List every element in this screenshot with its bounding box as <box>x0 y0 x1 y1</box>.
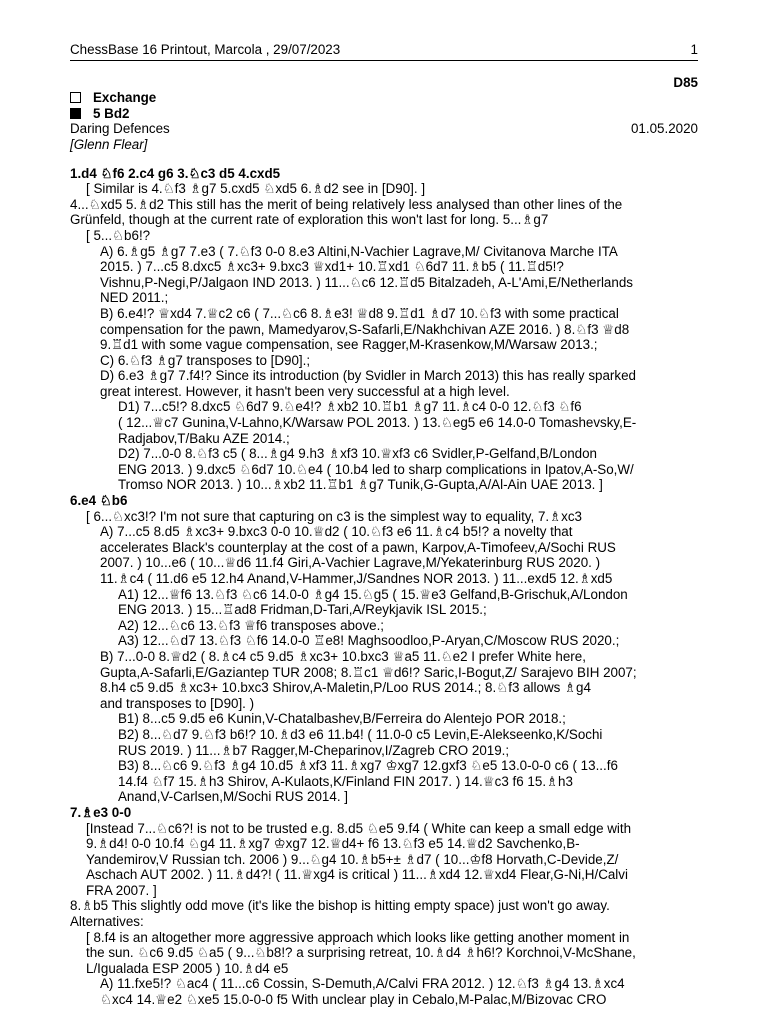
annotation-line: Aschach AUT 2002. ) 11.♗d4?! ( 11.♕xg4 is critical ) 11...♗xd4 12.♕xd4 Flear,G-Ni,H/Calvi <box>86 867 628 883</box>
annotation-line: [Instead 7...♘c6?! is not to be trusted e.g. 8.d5 ♘e5 9.f4 ( White can keep a small edge with <box>86 820 632 836</box>
annotation-line: ENG 2013. ) 9.dxc5 ♘6d7 10.♘e4 ( 10.b4 led to sharp complications in Ipatov,A-So,W/ <box>118 461 634 477</box>
annotation-line: FRA 2007. ] <box>86 882 157 898</box>
annotation-line: B2) 8...♘d7 9.♘f3 b6!? 10.♗d3 e6 11.b4! ( 11.0-0 c5 Levin,E-Alekseenko,K/Sochi <box>118 726 603 742</box>
annotation-line: 1.d4 ♘f6 2.c4 g6 3.♘c3 d5 4.cxd5 <box>70 165 281 181</box>
document-page <box>70 42 698 1008</box>
annotation-line: B) 7...0-0 8.♕d2 ( 8.♗c4 c5 9.d5 ♗xc3+ 10.bxc3 ♕a5 11.♘e2 I prefer White here, <box>100 648 586 664</box>
annotation-line: ♘xc4 14.♕e2 ♘xe5 15.0-0-0 f5 With unclear play in Cebalo,M-Palac,M/Bizovac CRO <box>100 992 607 1008</box>
annotation-line: 8.h4 c5 9.d5 ♗xc3+ 10.bxc3 Shirov,A-Maletin,P/Loo RUS 2014.; 8.♘f3 allows ♗g4 <box>100 680 591 696</box>
tag-label: Exchange <box>93 90 157 106</box>
annotation-line: D) 6.e3 ♗g7 7.f4!? Since its introduction (by Svidler in March 2013) this has really sparked <box>100 368 636 384</box>
survey-title: Daring Defences <box>70 121 170 137</box>
annotation-line: [ 8.f4 is an altogether more aggressive approach which looks like getting another moment in <box>86 929 630 945</box>
annotation-line: B1) 8...c5 9.d5 e6 Kunin,V-Chatalbashev,B/Ferreira do Alentejo POR 2018.; <box>118 711 566 727</box>
annotation-body <box>70 166 698 1008</box>
annotation-line: ENG 2013. ) 15...♖ad8 Fridman,D-Tari,A/Reykjavik ISL 2015.; <box>118 602 487 618</box>
title-row <box>70 121 698 137</box>
annotation-line: 9.♖d1 with some vague compensation, see Ragger,M-Krasenkow,M/Warsaw 2013.; <box>100 337 598 353</box>
annotation-line: A3) 12...♘d7 13.♘f3 ♘f6 14.0-0 ♖e8! Maghsoodloo,P-Aryan,C/Moscow RUS 2020.; <box>118 633 620 649</box>
tag-exchange <box>70 90 698 106</box>
annotation-line: Grünfeld, though at the current rate of exploration this won't last for long. 5...♗g7 <box>70 212 549 228</box>
annotation-line: B3) 8...♘c6 9.♘f3 ♗g4 10.d5 ♗xf3 11.♗xg7 ♔xg7 12.gxf3 ♘e5 13.0-0-0 c6 ( 13...f6 <box>118 758 618 774</box>
annotation-line: Radjabov,T/Baku AZE 2014.; <box>118 430 290 446</box>
annotation-line: [ 6...♘xc3!? I'm not sure that capturing on c3 is the simplest way to equality, 7.♗xc3 <box>86 508 582 524</box>
annotation-line: Tromso NOR 2013. ) 10...♗xb2 11.♖b1 ♗g7 Tunik,G-Gupta,A/Al-Ain UAE 2013. ] <box>118 477 603 493</box>
annotation-line: L/Igualada ESP 2005 ) 10.♗d4 e5 <box>86 960 289 976</box>
annotation-line: B) 6.e4!? ♕xd4 7.♕c2 c6 ( 7...♘c6 8.♗e3! ♕d8 9.♖d1 ♗d7 10.♘f3 with some practical <box>100 305 619 321</box>
annotation-line: 2015. ) 7...c5 8.dxc5 ♗xc3+ 9.bxc3 ♕xd1+ 10.♖xd1 ♘6d7 11.♗b5 ( 11.♖d5!? <box>100 259 564 275</box>
page-number: 1 <box>690 42 698 57</box>
annotation-line: A2) 12...♘c6 13.♘f3 ♕f6 transposes above.; <box>118 617 385 633</box>
annotation-line: 9.♗d4! 0-0 10.f4 ♘g4 11.♗xg7 ♔xg7 12.♕d4+ f6 13.♘f3 e5 14.♕d2 Savchenko,B- <box>86 836 580 852</box>
empty-square-icon <box>70 92 81 103</box>
annotation-line: 7.♗e3 0-0 <box>70 804 132 820</box>
annotation-line: Vishnu,P-Negi,P/Jalgaon IND 2013. ) 11...♘c6 12.♖d5 Bitalzadeh, A-L'Ami,E/Netherlands <box>100 274 633 290</box>
eco-code: D85 <box>673 74 698 90</box>
annotation-line: Gupta,A-Safarli,E/Gaziantep TUR 2008; 8.♖c1 ♕d6!? Saric,I-Bogut,Z/ Sarajevo BIH 2007; <box>100 664 637 680</box>
annotation-line: A) 6.♗g5 ♗g7 7.e3 ( 7.♘f3 0-0 8.e3 Altini,N-Vachier Lagrave,M/ Civitanova Marche ITA <box>100 243 618 259</box>
annotation-line: accelerates Black's counterplay at the cost of a pawn, Karpov,A-Timofeev,A/Sochi RUS <box>100 539 616 555</box>
annotation-line: Alternatives: <box>70 914 144 930</box>
author: [Glenn Flear] <box>70 136 148 152</box>
annotation-line: 2007. ) 10...e6 ( 10...♕d6 11.f4 Giri,A-Vachier Lagrave,M/Yekaterinburg RUS 2020. ) <box>100 555 601 571</box>
annotation-line: great interest. However, it hasn't been very successful at a high level. <box>100 383 510 399</box>
survey-date: 01.05.2020 <box>630 121 698 137</box>
annotation-line: 8.♗b5 This slightly odd move (it's like the bishop is hitting empty space) just won't go away. <box>70 898 610 914</box>
annotation-line: and transposes to [D90]. ) <box>100 695 255 711</box>
annotation-line: A1) 12...♕f6 13.♘f3 ♘c6 14.0-0 ♗g4 15.♘g5 ( 15.♕e3 Gelfand,B-Grischuk,A/London <box>118 586 628 602</box>
annotation-line: NED 2011.; <box>100 290 169 306</box>
filled-square-icon <box>70 108 81 119</box>
page-header <box>70 42 698 61</box>
annotation-line: D2) 7...0-0 8.♘f3 c5 ( 8...♗g4 9.h3 ♗xf3 10.♕xf3 c6 Svidler,P-Gelfand,B/London <box>118 446 598 462</box>
annotation-line: the sun. ♘c6 9.d5 ♘a5 ( 9...♘b8!? a surprising retreat, 10.♗d4 ♗h6!? Korchnoi,V-McShane, <box>86 945 636 961</box>
annotation-line: Anand,V-Carlsen,M/Sochi RUS 2014. ] <box>118 789 348 805</box>
annotation-line: Yandemirov,V Russian tch. 2006 ) 9...♘g4 10.♗b5+± ♗d7 ( 10...♔f8 Horvath,C-Devide,Z/ <box>86 851 619 867</box>
annotation-line: [ 5...♘b6!? <box>86 227 151 243</box>
tag-bd2 <box>70 106 698 122</box>
annotation-line: C) 6.♘f3 ♗g7 transposes to [D90].; <box>100 352 311 368</box>
annotation-line: D1) 7...c5!? 8.dxc5 ♘6d7 9.♘e4!? ♗xb2 10.♖b1 ♗g7 11.♗c4 0-0 12.♘f3 ♘f6 <box>118 399 582 415</box>
annotation-line: [ Similar is 4.♘f3 ♗g7 5.cxd5 ♘xd5 6.♗d2 see in [D90]. ] <box>86 181 426 197</box>
annotation-line: RUS 2019. ) 11...♗b7 Ragger,M-Cheparinov,I/Zagreb CRO 2019.; <box>118 742 510 758</box>
annotation-line: 11.♗c4 ( 11.d6 e5 12.h4 Anand,V-Hammer,J/Sandnes NOR 2013. ) 11...exd5 12.♗xd5 <box>100 571 613 586</box>
annotation-line: ( 12...♕c7 Gunina,V-Lahno,K/Warsaw POL 2013. ) 13.♘eg5 e6 14.0-0 Tomashevsky,E- <box>118 415 637 431</box>
header-title: ChessBase 16 Printout, Marcola , 29/07/2023 <box>70 42 341 57</box>
annotation-line: compensation for the pawn, Mamedyarov,S-Safarli,E/Nakhchivan AZE 2016. ) 8.♘f3 ♕d8 <box>100 321 630 337</box>
annotation-line: 6.e4 ♘b6 <box>70 493 128 509</box>
annotation-line: A) 11.fxe5!? ♘ac4 ( 11...c6 Cossin, S-Demuth,A/Calvi FRA 2012. ) 12.♘f3 ♗g4 13.♗xc4 <box>100 976 625 992</box>
tag-label: 5 Bd2 <box>93 105 130 121</box>
annotation-line: A) 7...c5 8.d5 ♗xc3+ 9.bxc3 0-0 10.♕d2 ( 10.♘f3 e6 11.♗c4 b5!? a novelty that <box>100 524 573 540</box>
annotation-line: 4...♘xd5 5.♗d2 This still has the merit of being relatively less analysed than other lines of the <box>70 196 623 212</box>
annotation-line: 14.f4 ♘f7 15.♗h3 Shirov, A-Kulaots,K/Finland FIN 2017. ) 14.♕c3 f6 15.♗h3 <box>118 773 573 789</box>
